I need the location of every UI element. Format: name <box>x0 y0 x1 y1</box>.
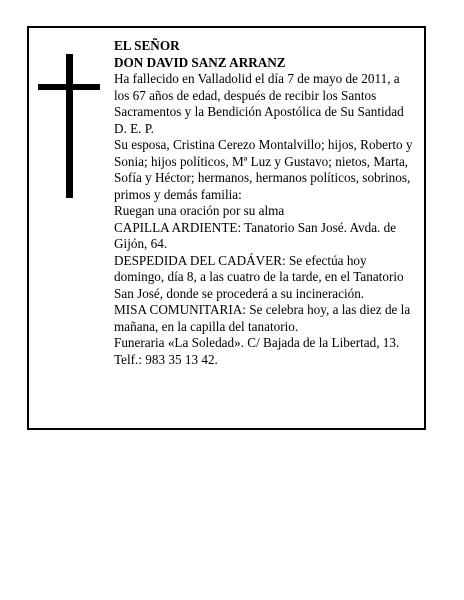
farewell-info: DESPEDIDA DEL CADÁVER: Se efectúa hoy domingo, día 8, a las cuatro de la tarde, en el Tanatorio San José, donde se procederá a su incineración. <box>114 252 404 301</box>
title-line-1: EL SEÑOR <box>114 38 180 53</box>
obituary-text <box>114 38 417 368</box>
chapel-info: CAPILLA ARDIENTE: Tanatorio San José. Avda. de Gijón, 64. <box>114 219 397 251</box>
cross-horizontal-bar <box>38 84 100 90</box>
family-paragraph: Su esposa, Cristina Cerezo Montalvillo; hijos, Roberto y Sonia; hijos políticos, Mª Luz y Gustavo; nietos, Marta, Sofía y Héctor; hermanos, hermanos políticos, sobrinos, primos y demás familia: <box>114 137 413 202</box>
prayer-request: Ruegan una oración por su alma <box>114 203 285 218</box>
mass-info: MISA COMUNITARIA: Se celebra hoy, a las diez de la mañana, en la capilla del tanatorio. <box>114 302 411 334</box>
deceased-name: DON DAVID SANZ ARRANZ <box>114 54 286 70</box>
funeral-home-info: Funeraria «La Soledad». C/ Bajada de la Libertad, 13. Telf.: 983 35 13 42. <box>114 335 400 367</box>
cross-vertical-bar <box>66 54 73 198</box>
cross-icon <box>38 54 100 198</box>
death-info-paragraph: Ha fallecido en Valladolid el día 7 de mayo de 2011, a los 67 años de edad, después de recibir los Santos Sacramentos y la Bendición Apostólica de Su Santidad D. E. P. <box>114 71 404 136</box>
